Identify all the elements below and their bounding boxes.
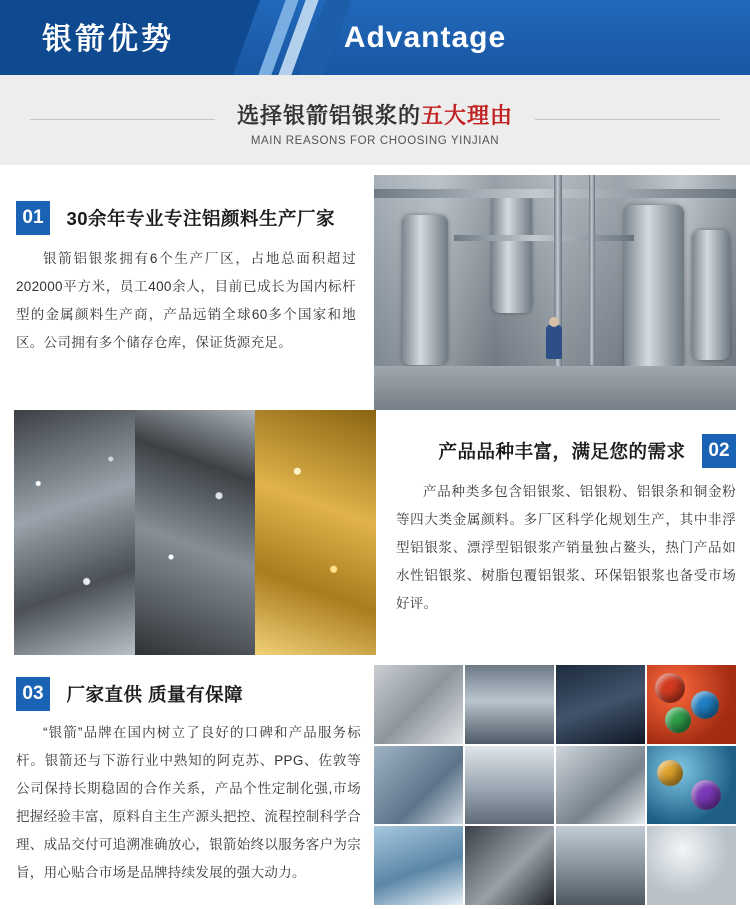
subtitle-cn-prefix: 选择银箭铝银浆的 [236, 103, 421, 128]
header-title-en: Advantage [343, 21, 507, 54]
subtitle-cn-highlight: 五大理由 [421, 103, 514, 128]
section-2-title: 产品品种丰富，满足您的需求 [438, 441, 686, 462]
section-3-heading-row [16, 677, 361, 711]
mosaic-tile [374, 746, 463, 825]
section-3-title: 厂家直供 质量有保障 [66, 684, 244, 705]
section-2-body: 产品种类多包含铝银浆、铝银粉、铝银条和铜金粉等四大类金属颜料。多厂区科学化规划生产，其中非浮型铝银浆、漂浮型铝银浆产销量独占鳌头，热门产品如水性铝银浆、树脂包覆铝银浆、环保铝银浆也备受市场好评。 [396, 484, 736, 611]
section-1-heading-row [16, 201, 356, 235]
powder-strip-gold [255, 410, 376, 655]
advantage-sections [0, 165, 750, 905]
mosaic-tile [647, 746, 736, 825]
advantage-section-3 [0, 655, 750, 905]
application-products-mosaic-photo [374, 665, 736, 905]
section-3-text-column [16, 677, 361, 887]
mosaic-tile [465, 826, 554, 905]
section-2-text-column [396, 434, 736, 618]
mosaic-tile [556, 826, 645, 905]
page-header [0, 0, 750, 75]
mosaic-tile [374, 826, 463, 905]
subtitle-cn [0, 99, 750, 130]
subtitle-en: MAIN REASONS FOR CHOOSING YINJIAN [250, 135, 500, 147]
advantage-section-2 [0, 410, 750, 655]
metal-powder-samples-photo [14, 410, 376, 655]
mosaic-tile [647, 665, 736, 744]
section-1-body: 银箭铝银浆拥有6个生产厂区，占地总面积超过202000平方米，员工400余人，目前已成长为国内标杆型的金属颜料生产商，产品远销全球60多个国家和地区。公司拥有多个储存仓库，保证货源充足。 [16, 251, 356, 350]
section-2-number-badge: 02 [702, 434, 736, 468]
section-1-number-badge: 01 [16, 201, 50, 235]
header-title-cn: 银箭优势 [42, 23, 174, 56]
mosaic-tile [374, 665, 463, 744]
section-3-body: “银箭”品牌在国内树立了良好的口碑和产品服务标杆。银箭还与下游行业中熟知的阿克苏、PPG、佐敦等公司保持长期稳固的合作关系，产品个性定制化强,市场把握经验丰富，原料自主生产源头把控、流程控制科学合理、成品交付可追溯准确放心，银箭始终以服务客户为宗旨，用心贴合市场是品牌持续发展的强大动力。 [16, 725, 361, 880]
section-2-heading-row [396, 434, 736, 468]
mosaic-tile [465, 746, 554, 825]
mosaic-tile [465, 665, 554, 744]
mosaic-tile [647, 826, 736, 905]
mosaic-tile [556, 746, 645, 825]
advantage-section-1 [0, 165, 750, 410]
mosaic-tile [556, 665, 645, 744]
subtitle-band [0, 75, 750, 165]
powder-strip-silver-fine [135, 410, 256, 655]
section-1-title: 30余年专业专注铝颜料生产厂家 [66, 208, 336, 229]
powder-strip-silver-coarse [14, 410, 135, 655]
section-1-text-column [16, 201, 356, 357]
section-3-number-badge: 03 [16, 677, 50, 711]
factory-production-line-photo [374, 175, 736, 410]
